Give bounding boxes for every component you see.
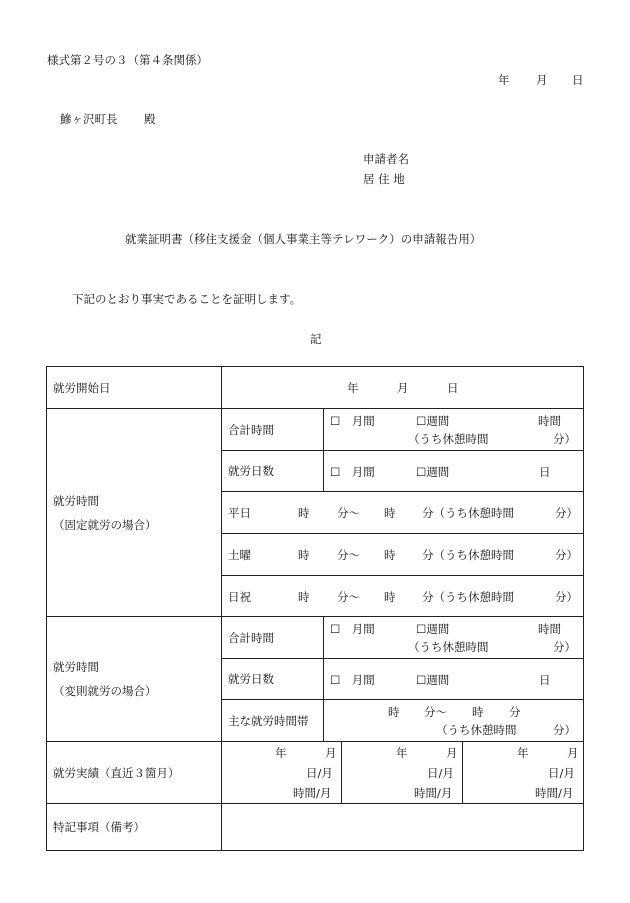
fixed-days-unit: 日 bbox=[539, 465, 551, 479]
fixed-days-weekly-checkbox[interactable]: ☐週間 bbox=[416, 465, 450, 479]
fixed-saturday-hour2: 時 bbox=[384, 548, 396, 562]
fixed-holiday-min1: 分～ bbox=[337, 590, 360, 604]
start-date-day: 日 bbox=[447, 381, 459, 395]
record-2-year: 年 bbox=[396, 746, 408, 760]
remarks-field[interactable] bbox=[222, 804, 584, 851]
flex-main-min2: 分 bbox=[509, 705, 521, 719]
flex-total-unit: 時間 bbox=[538, 622, 561, 636]
ki-heading: 記 bbox=[310, 332, 322, 346]
date-year-label: 年 bbox=[498, 73, 510, 87]
row-start-date bbox=[47, 367, 584, 409]
form-number: 様式第２号の３（第４条関係） bbox=[47, 53, 208, 67]
flex-total-rest-label: （うち休憩時間 bbox=[408, 640, 489, 654]
fixed-saturday-min2: 分（うち休憩時間 bbox=[422, 548, 514, 562]
fixed-holiday-label: 日祝 bbox=[228, 590, 251, 604]
record-3-month: 月 bbox=[567, 746, 579, 760]
flex-days-field[interactable] bbox=[324, 659, 584, 700]
flex-total-field[interactable] bbox=[324, 617, 584, 659]
flex-days-label: 就労日数 bbox=[222, 659, 324, 700]
fixed-total-weekly-checkbox[interactable]: ☐週間 bbox=[416, 414, 450, 428]
document-title: 就業証明書（移住支援金（個人事業主等テレワーク）の申請報告用） bbox=[125, 232, 482, 246]
flex-hours-label-line1: 就労時間 bbox=[53, 660, 99, 674]
flex-main-hour2: 時 bbox=[472, 705, 484, 719]
addressee-honorific: 殿 bbox=[144, 112, 156, 126]
fixed-days-field[interactable] bbox=[324, 451, 584, 492]
row-flex-total bbox=[47, 617, 584, 659]
flex-hours-label bbox=[47, 617, 222, 742]
fixed-weekday-hour1: 時 bbox=[298, 506, 310, 520]
row-record bbox=[47, 742, 584, 804]
fixed-saturday-hour1: 時 bbox=[298, 548, 310, 562]
certificate-table bbox=[46, 366, 584, 851]
fixed-saturday-min1: 分～ bbox=[337, 548, 360, 562]
flex-main-field[interactable] bbox=[324, 700, 584, 742]
start-date-month: 月 bbox=[397, 381, 409, 395]
fixed-holiday-min2: 分（うち休憩時間 bbox=[422, 590, 514, 604]
start-date-label: 就労開始日 bbox=[47, 367, 222, 409]
record-3-year: 年 bbox=[517, 746, 529, 760]
row-fixed-total bbox=[47, 409, 584, 451]
flex-main-rest-end: 分） bbox=[553, 723, 576, 737]
fixed-total-field[interactable] bbox=[324, 409, 584, 451]
fixed-saturday-field[interactable] bbox=[222, 534, 584, 576]
flex-days-monthly-checkbox[interactable]: ☐ 月間 bbox=[330, 673, 375, 687]
record-month-3[interactable] bbox=[463, 742, 584, 804]
flex-days-unit: 日 bbox=[539, 673, 551, 687]
record-2-month: 月 bbox=[446, 746, 458, 760]
fixed-weekday-hour2: 時 bbox=[384, 506, 396, 520]
flex-main-label: 主な就労時間帯 bbox=[222, 700, 324, 742]
flex-main-hour1: 時 bbox=[388, 705, 400, 719]
fixed-total-unit: 時間 bbox=[538, 414, 561, 428]
flex-total-weekly-checkbox[interactable]: ☐週間 bbox=[416, 622, 450, 636]
fixed-saturday-label: 土曜 bbox=[228, 548, 251, 562]
fixed-hours-label bbox=[47, 409, 222, 617]
record-3-days: 日/月 bbox=[548, 766, 575, 780]
fixed-total-rest-end: 分） bbox=[553, 432, 576, 446]
fixed-saturday-end: 分） bbox=[555, 548, 578, 562]
record-month-2[interactable] bbox=[342, 742, 463, 804]
fixed-total-monthly-checkbox[interactable]: ☐ 月間 bbox=[330, 414, 375, 428]
fixed-weekday-field[interactable] bbox=[222, 492, 584, 534]
flex-hours-label-line2: （変則就労の場合） bbox=[53, 684, 157, 698]
record-1-year: 年 bbox=[275, 746, 287, 760]
fixed-holiday-hour1: 時 bbox=[298, 590, 310, 604]
flex-total-monthly-checkbox[interactable]: ☐ 月間 bbox=[330, 622, 375, 636]
record-1-hours: 時間/月 bbox=[293, 786, 332, 800]
remarks-label: 特記事項（備考） bbox=[47, 804, 222, 851]
flex-main-rest-label: （うち休憩時間 bbox=[436, 723, 517, 737]
date-month-label: 月 bbox=[536, 73, 548, 87]
fixed-days-monthly-checkbox[interactable]: ☐ 月間 bbox=[330, 465, 375, 479]
flex-main-min1: 分～ bbox=[424, 705, 447, 719]
fixed-weekday-min2: 分（うち休憩時間 bbox=[422, 506, 514, 520]
start-date-field[interactable] bbox=[222, 367, 584, 409]
date-day-label: 日 bbox=[572, 73, 584, 87]
start-date-year: 年 bbox=[347, 381, 359, 395]
record-1-days: 日/月 bbox=[306, 766, 333, 780]
addressee-name: 鰺ヶ沢町長 bbox=[60, 112, 118, 126]
flex-days-weekly-checkbox[interactable]: ☐週間 bbox=[416, 673, 450, 687]
record-2-hours: 時間/月 bbox=[414, 786, 453, 800]
fixed-weekday-label: 平日 bbox=[228, 506, 251, 520]
applicant-name-label: 申請者名 bbox=[363, 152, 409, 166]
record-1-month: 月 bbox=[325, 746, 337, 760]
fixed-total-rest-label: （うち休憩時間 bbox=[408, 432, 489, 446]
fixed-holiday-end: 分） bbox=[555, 590, 578, 604]
fixed-hours-label-line1: 就労時間 bbox=[53, 493, 99, 508]
record-month-1[interactable] bbox=[222, 742, 342, 804]
record-label: 就労実績（直近３箇月） bbox=[47, 742, 222, 804]
statement: 下記のとおり事実であることを証明します。 bbox=[72, 292, 302, 306]
row-remarks bbox=[47, 804, 584, 851]
record-2-days: 日/月 bbox=[427, 766, 454, 780]
flex-total-rest-end: 分） bbox=[553, 640, 576, 654]
flex-total-label: 合計時間 bbox=[222, 617, 324, 659]
fixed-weekday-end: 分） bbox=[555, 506, 578, 520]
fixed-total-label: 合計時間 bbox=[222, 409, 324, 451]
applicant-address-label: 居 住 地 bbox=[363, 172, 405, 186]
fixed-holiday-hour2: 時 bbox=[384, 590, 396, 604]
fixed-days-label: 就労日数 bbox=[222, 451, 324, 492]
fixed-hours-label-line2: （固定就労の場合） bbox=[53, 517, 157, 532]
record-3-hours: 時間/月 bbox=[535, 786, 574, 800]
fixed-weekday-min1: 分～ bbox=[337, 506, 360, 520]
fixed-holiday-field[interactable] bbox=[222, 576, 584, 617]
